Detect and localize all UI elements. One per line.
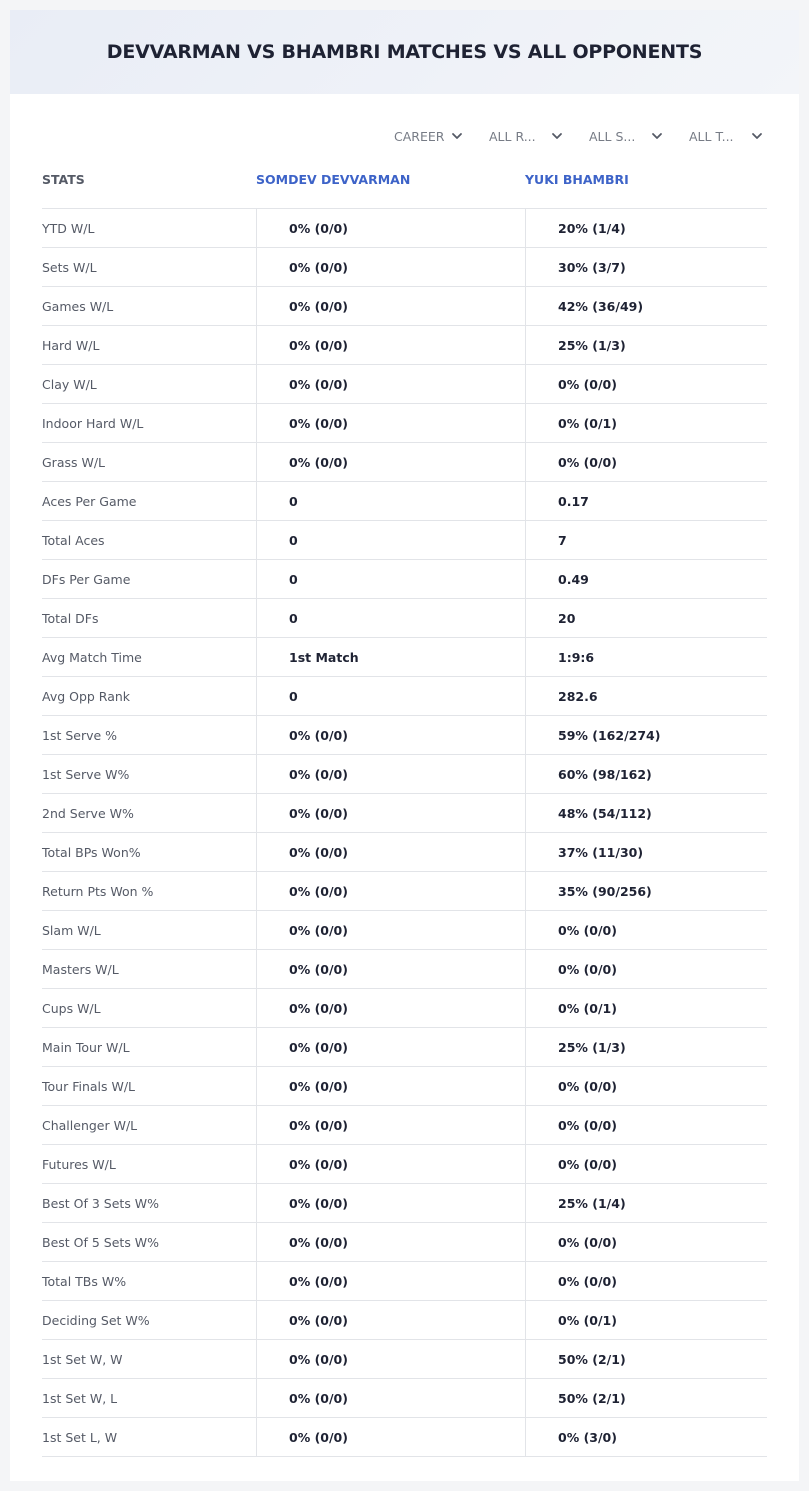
stat-label: 1st Set W, L <box>42 1390 118 1406</box>
table-row <box>42 833 767 872</box>
table-header <box>42 170 767 208</box>
player1-stat-value: 0% (0/0) <box>256 716 525 754</box>
stats-table <box>42 208 767 1457</box>
player1-stat-value: 0% (0/0) <box>256 833 525 871</box>
table-row <box>42 1340 767 1379</box>
player2-stat-value: 0% (0/0) <box>525 443 767 481</box>
player2-stat-value: 0% (0/0) <box>525 365 767 403</box>
stat-label: Total TBs W% <box>42 1273 127 1289</box>
player2-stat-value: 0% (0/0) <box>525 1262 767 1300</box>
player2-stat-value: 30% (3/7) <box>525 248 767 286</box>
player2-stat-value: 0.49 <box>525 560 767 598</box>
stat-label: Slam W/L <box>42 922 101 938</box>
player2-stat-value: 42% (36/49) <box>525 287 767 325</box>
stat-label: Deciding Set W% <box>42 1312 150 1328</box>
player1-stat-value: 0% (0/0) <box>256 287 525 325</box>
player1-stat-value: 0% (0/0) <box>256 1418 525 1456</box>
table-row <box>42 1223 767 1262</box>
player1-stat-value: 0% (0/0) <box>256 326 525 364</box>
table-row <box>42 716 767 755</box>
chevron-down-icon <box>651 130 663 142</box>
stat-label: Sets W/L <box>42 259 97 275</box>
filter-tournament-select[interactable] <box>667 126 767 146</box>
table-row <box>42 209 767 248</box>
table-row <box>42 638 767 677</box>
player1-stat-value: 0% (0/0) <box>256 404 525 442</box>
stats-column-header: STATS <box>42 172 85 187</box>
table-row <box>42 677 767 716</box>
player1-stat-value: 1st Match <box>256 638 525 676</box>
stat-label: YTD W/L <box>42 220 95 236</box>
table-row <box>42 326 767 365</box>
stat-label: 1st Serve W% <box>42 766 130 782</box>
table-row <box>42 248 767 287</box>
filter-label: ALL R... <box>489 128 536 144</box>
table-row <box>42 755 767 794</box>
table-row <box>42 911 767 950</box>
stats-card <box>10 10 799 1481</box>
player1-stat-value: 0% (0/0) <box>256 1379 525 1417</box>
player1-stat-value: 0% (0/0) <box>256 1340 525 1378</box>
stat-label: Avg Match Time <box>42 649 142 665</box>
chevron-down-icon <box>551 130 563 142</box>
stat-label: Best Of 5 Sets W% <box>42 1234 160 1250</box>
player1-stat-value: 0 <box>256 560 525 598</box>
table-row <box>42 794 767 833</box>
filter-round-select[interactable] <box>467 126 567 146</box>
player1-stat-value: 0% (0/0) <box>256 872 525 910</box>
player1-stat-value: 0% (0/0) <box>256 794 525 832</box>
player2-stat-value: 48% (54/112) <box>525 794 767 832</box>
stat-label: Total Aces <box>42 532 105 548</box>
table-row <box>42 1379 767 1418</box>
stat-label: Best Of 3 Sets W% <box>42 1195 160 1211</box>
stat-label: Clay W/L <box>42 376 97 392</box>
stat-label: Hard W/L <box>42 337 100 353</box>
player1-stat-value: 0% (0/0) <box>256 755 525 793</box>
table-row <box>42 1106 767 1145</box>
table-row <box>42 1067 767 1106</box>
filter-label: ALL T... <box>689 128 734 144</box>
player2-stat-value: 35% (90/256) <box>525 872 767 910</box>
table-row <box>42 599 767 638</box>
player2-stat-value: 20 <box>525 599 767 637</box>
filter-label: ALL S... <box>589 128 636 144</box>
chevron-down-icon <box>451 130 463 142</box>
player1-stat-value: 0% (0/0) <box>256 1067 525 1105</box>
player2-stat-value: 1:9:6 <box>525 638 767 676</box>
stat-label: Tour Finals W/L <box>42 1078 136 1094</box>
player1-stat-value: 0% (0/0) <box>256 1184 525 1222</box>
player2-link[interactable]: YUKI BHAMBRI <box>525 172 629 187</box>
table-row <box>42 1028 767 1067</box>
table-row <box>42 989 767 1028</box>
stat-label: Total DFs <box>42 610 99 626</box>
player1-stat-value: 0 <box>256 677 525 715</box>
player2-stat-value: 0% (0/0) <box>525 950 767 988</box>
stat-label: 1st Serve % <box>42 727 118 743</box>
table-row <box>42 443 767 482</box>
stat-label: Grass W/L <box>42 454 106 470</box>
player1-stat-value: 0% (0/0) <box>256 1028 525 1066</box>
player2-stat-value: 0% (0/1) <box>525 404 767 442</box>
player2-stat-value: 25% (1/4) <box>525 1184 767 1222</box>
player2-stat-value: 37% (11/30) <box>525 833 767 871</box>
player2-stat-value: 0% (0/0) <box>525 1223 767 1261</box>
player2-stat-value: 25% (1/3) <box>525 326 767 364</box>
stat-label: 2nd Serve W% <box>42 805 134 821</box>
player2-stat-value: 60% (98/162) <box>525 755 767 793</box>
player2-stat-value: 50% (2/1) <box>525 1340 767 1378</box>
card-header <box>10 10 799 94</box>
player2-stat-value: 282.6 <box>525 677 767 715</box>
stat-label: 1st Set L, W <box>42 1429 118 1445</box>
player2-stat-value: 20% (1/4) <box>525 209 767 247</box>
stat-label: Masters W/L <box>42 961 119 977</box>
player1-stat-value: 0 <box>256 599 525 637</box>
player1-stat-value: 0% (0/0) <box>256 365 525 403</box>
player2-stat-value: 7 <box>525 521 767 559</box>
table-row <box>42 950 767 989</box>
filter-surface-select[interactable] <box>567 126 667 146</box>
table-row <box>42 1301 767 1340</box>
player1-stat-value: 0% (0/0) <box>256 950 525 988</box>
player1-stat-value: 0% (0/0) <box>256 443 525 481</box>
table-row <box>42 1145 767 1184</box>
table-row <box>42 404 767 443</box>
filter-bar <box>372 126 767 146</box>
table-row <box>42 482 767 521</box>
player1-stat-value: 0% (0/0) <box>256 989 525 1027</box>
stat-label: Games W/L <box>42 298 114 314</box>
filter-period-select[interactable] <box>372 126 467 146</box>
stat-label: Main Tour W/L <box>42 1039 130 1055</box>
player2-stat-value: 0% (0/0) <box>525 1145 767 1183</box>
stat-label: Avg Opp Rank <box>42 688 131 704</box>
stat-label: DFs Per Game <box>42 571 131 587</box>
player1-stat-value: 0% (0/0) <box>256 1106 525 1144</box>
player1-stat-value: 0 <box>256 521 525 559</box>
filter-label: CAREER <box>394 128 445 144</box>
player2-stat-value: 0% (0/1) <box>525 989 767 1027</box>
stat-label: Total BPs Won% <box>42 844 141 860</box>
player1-stat-value: 0 <box>256 482 525 520</box>
stat-label: Indoor Hard W/L <box>42 415 144 431</box>
player1-stat-value: 0% (0/0) <box>256 1301 525 1339</box>
player1-stat-value: 0% (0/0) <box>256 1262 525 1300</box>
stat-label: 1st Set W, W <box>42 1351 123 1367</box>
player2-stat-value: 59% (162/274) <box>525 716 767 754</box>
player2-stat-value: 0% (3/0) <box>525 1418 767 1456</box>
table-row <box>42 872 767 911</box>
player2-stat-value: 0.17 <box>525 482 767 520</box>
player2-stat-value: 0% (0/0) <box>525 1106 767 1144</box>
player1-link[interactable]: SOMDEV DEVVARMAN <box>256 172 411 187</box>
player1-stat-value: 0% (0/0) <box>256 248 525 286</box>
player2-stat-value: 0% (0/0) <box>525 1067 767 1105</box>
table-row <box>42 560 767 599</box>
player2-stat-value: 50% (2/1) <box>525 1379 767 1417</box>
chevron-down-icon <box>751 130 763 142</box>
table-row <box>42 1184 767 1223</box>
table-row <box>42 521 767 560</box>
player2-stat-value: 0% (0/0) <box>525 911 767 949</box>
player1-stat-value: 0% (0/0) <box>256 1223 525 1261</box>
table-row <box>42 287 767 326</box>
table-row <box>42 365 767 404</box>
stat-label: Challenger W/L <box>42 1117 138 1133</box>
page-title: DEVVARMAN VS BHAMBRI MATCHES VS ALL OPPONENTS <box>106 41 703 63</box>
stat-label: Futures W/L <box>42 1156 116 1172</box>
stat-label: Cups W/L <box>42 1000 101 1016</box>
table-row <box>42 1262 767 1301</box>
player1-stat-value: 0% (0/0) <box>256 911 525 949</box>
player1-stat-value: 0% (0/0) <box>256 209 525 247</box>
stat-label: Return Pts Won % <box>42 883 154 899</box>
player2-stat-value: 25% (1/3) <box>525 1028 767 1066</box>
player1-stat-value: 0% (0/0) <box>256 1145 525 1183</box>
table-row <box>42 1418 767 1457</box>
player2-stat-value: 0% (0/1) <box>525 1301 767 1339</box>
stat-label: Aces Per Game <box>42 493 137 509</box>
